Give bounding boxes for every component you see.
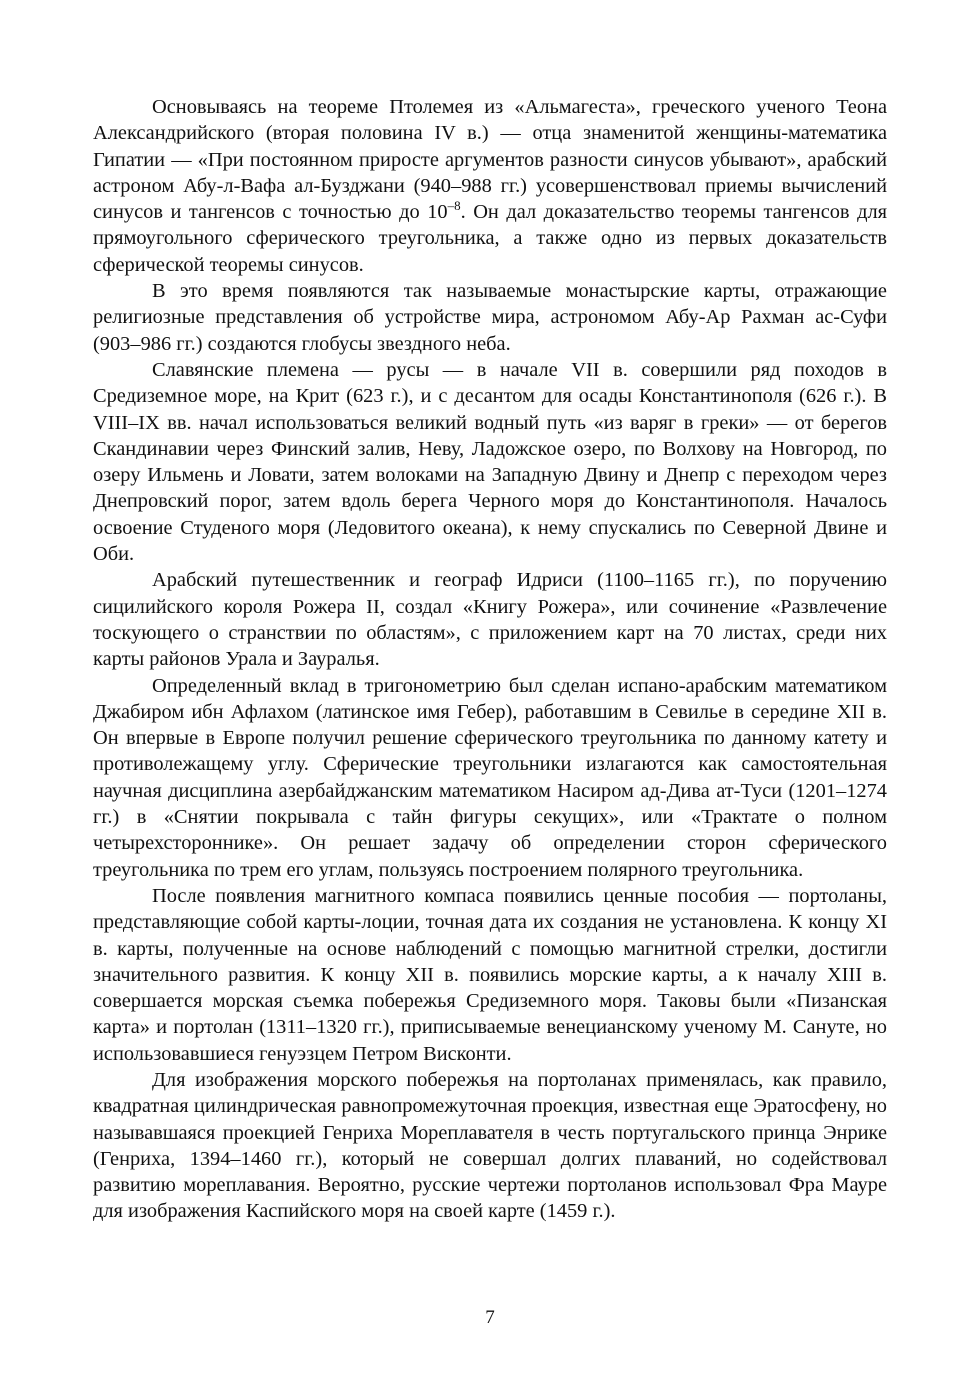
paragraph-monastic-maps: В это время появляются так называемые монастырские карты, отражающие религиозные представления об устройстве мира, астрономом Абу-Ар Рахман ас-Суфи (903–986 гг.) создаются глобусы звездного неба.	[93, 280, 887, 355]
paragraph-slavic-tribes: Славянские племена — русы — в начале VII в. совершили ряд походов в Средиземное море, на Крит (623 г.), и с десантом для осады Константинополя (626 г.). В VIII–IX вв. начал использоваться великий водный путь «из варяг в греки» — от берегов Скандинавии через Финский залив, Неву, Ладожское озеро, по Волхову на Новгород, по озеру Ильмень и Ловати, затем волоками на Западную Двину и Днепр с переходом через Днепровский порог, затем вдоль берега Черного моря до Константинополя. Началось освоение Студеного моря (Ледовитого океана), к нему спускались по Северной Двине и Оби.	[93, 358, 887, 566]
superscript-exponent: –8	[447, 198, 461, 214]
paragraph-projection: Для изображения морского побережья на портоланах применялась, как правило, квадратная цилиндрическая равнопромежуточная проекция, известная еще Эратосфену, но называвшаяся проекцией Генриха Мореплавателя в честь португальского принца Энрике (Генриха, 1394–1460 гг.), который не совершал долгих плаваний, но содействовал развитию мореплавания. Вероятно, русские чертежи портоланов использовал Фра Мауре для изображения Каспийского моря на своей карте (1459 г.).	[93, 1068, 887, 1223]
paragraph-text: Основываясь на теореме Птолемея из «Альмагеста», греческого ученого Теона Александрийского (вторая половина IV в.) — отца знаменитой женщины-математика Гипатии — «При постоянном приросте аргументов разности синусов убывают», арабский астроном Абу-л-Вафа ал-Бузджани (940–988 гг.) усовершенствовал приемы вычислений синусов и тангенсов с точностью до 10	[93, 96, 887, 224]
paragraph-ptolemy	[93, 94, 887, 278]
page-body	[93, 94, 887, 1225]
paragraph-text: . Он дал доказательство теоремы тангенсов для прямоугольного сферического треугольника, а также одно из первых доказательств сферической теоремы синусов.	[93, 201, 887, 276]
paragraph-idrisi: Арабский путешественник и географ Идриси (1100–1165 гг.), по поручению сицилийского короля Рожера II, создал «Книгу Рожера», или сочинение «Развлечение тоскующего о странствии по областям», с приложением карт на 70 листах, среди них карты районов Урала и Зауралья.	[93, 569, 887, 671]
paragraph-portolans: После появления магнитного компаса появились ценные пособия — портоланы, представляющие собой карты-лоции, точная дата их создания не установлена. К концу XI в. карты, полученные на основе наблюдений с помощью магнитной стрелки, достигли значительного развития. К концу XII в. появились морские карты, а к началу XIII в. совершается морская съемка побережья Средиземного моря. Таковы были «Пизанская карта» и портолан (1311–1320 гг.), приписываемые венецианскому ученому М. Сануте, но использовавшиеся генуэзцем Петром Висконти.	[93, 884, 887, 1065]
page-number: 7	[485, 1307, 495, 1328]
paragraph-trigonometry: Определенный вклад в тригонометрию был сделан испано-арабским математиком Джабиром ибн Афлахом (латинское имя Гебер), работавшим в Севилье в середине XII в. Он впервые в Европе получил решение сферического треугольника по данному катету и противолежащему углу. Сферические треугольники излагаются как самостоятельная научная дисциплина азербайджанским математиком Насиром ад-Дива ат-Туси (1201–1274 гг.) в «Снятии покрывала с тайн фигуры секущих», или «Трактате о полном четырехстороннике». Он решает задачу об определении сторон сферического треугольника по трем его углам, пользуясь построением полярного треугольника.	[93, 674, 887, 881]
